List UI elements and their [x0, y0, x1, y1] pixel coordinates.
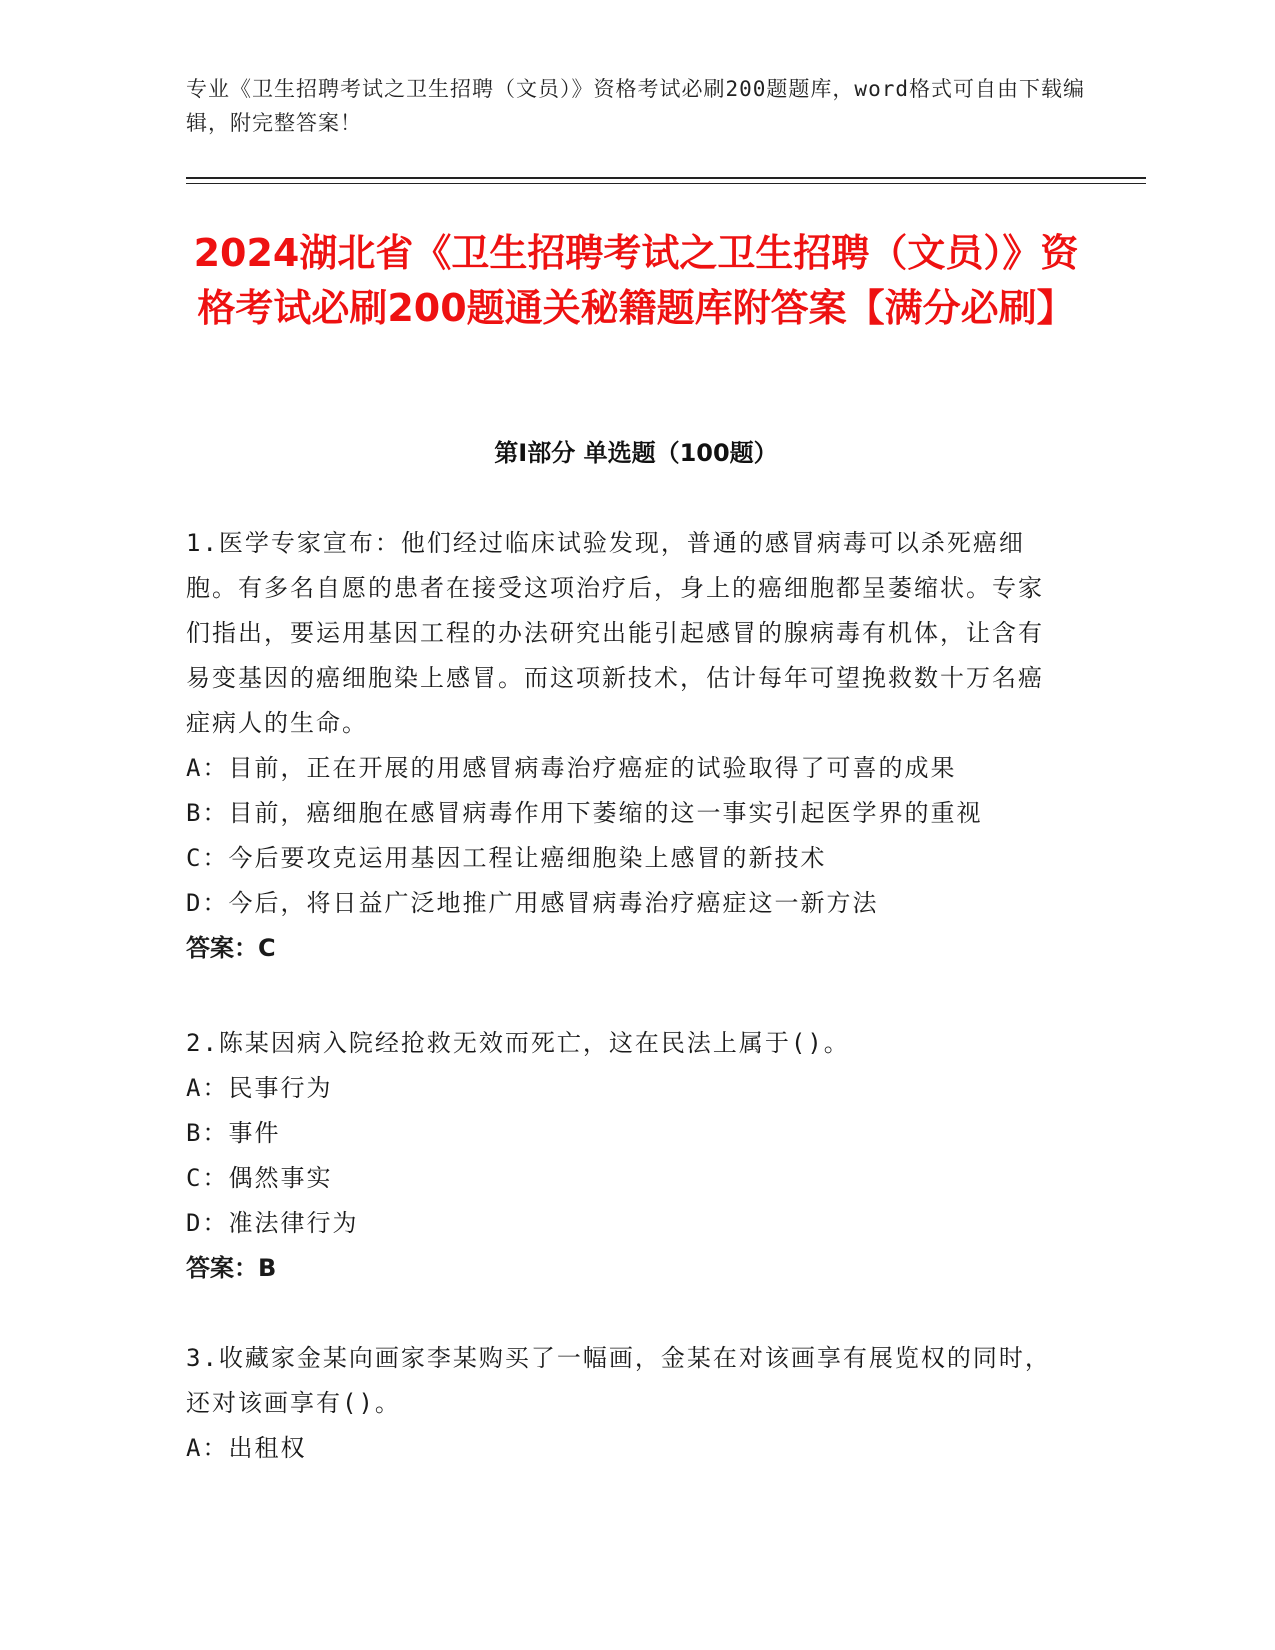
option-a: A：民事行为: [186, 1074, 333, 1102]
answer-line: 答案：B: [186, 1254, 277, 1282]
option-a: A：目前，正在开展的用感冒病毒治疗癌症的试验取得了可喜的成果: [186, 754, 957, 782]
document-title: 2024湖北省《卫生招聘考试之卫生招聘（文员）》资格考试必刷200题通关秘籍题库附答案【满分必刷】: [193, 231, 1079, 330]
header-divider-thin: [186, 183, 1146, 184]
option-d: D：今后，将日益广泛地推广用感冒病毒治疗癌症这一新方法: [186, 889, 879, 917]
option-b: B：目前，癌细胞在感冒病毒作用下萎缩的这一事实引起医学界的重视: [186, 799, 983, 827]
question-2: [186, 1021, 1066, 1291]
header-note: 专业《卫生招聘考试之卫生招聘（文员）》资格考试必刷200题题库，word格式可自由下载编辑，附完整答案！: [186, 77, 1085, 135]
option-d: D：准法律行为: [186, 1209, 359, 1237]
option-c: C：今后要攻克运用基因工程让癌细胞染上感冒的新技术: [186, 844, 827, 872]
answer-line: 答案：C: [186, 934, 276, 962]
question-stem: 3.收藏家金某向画家李某购买了一幅画，金某在对该画享有展览权的同时，还对该画享有()。: [186, 1344, 1051, 1417]
question-stem: 1.医学专家宣布：他们经过临床试验发现，普通的感冒病毒可以杀死癌细胞。有多名自愿的患者在接受这项治疗后，身上的癌细胞都呈萎缩状。专家们指出，要运用基因工程的办法研究出能引起感冒的腺病毒有机体，让含有易变基因的癌细胞染上感冒。而这项新技术，估计每年可望挽救数十万名癌症病人的生命。: [186, 529, 1044, 737]
option-a: A：出租权: [186, 1434, 307, 1462]
question-1: [186, 521, 1066, 971]
section-heading: 第Ⅰ部分 单选题（100题）: [494, 439, 778, 467]
option-c: C：偶然事实: [186, 1164, 333, 1192]
header-divider-thick: [186, 177, 1146, 179]
question-stem: 2.陈某因病入院经抢救无效而死亡，这在民法上属于()。: [186, 1029, 850, 1057]
question-3: [186, 1336, 1066, 1471]
option-b: B：事件: [186, 1119, 281, 1147]
